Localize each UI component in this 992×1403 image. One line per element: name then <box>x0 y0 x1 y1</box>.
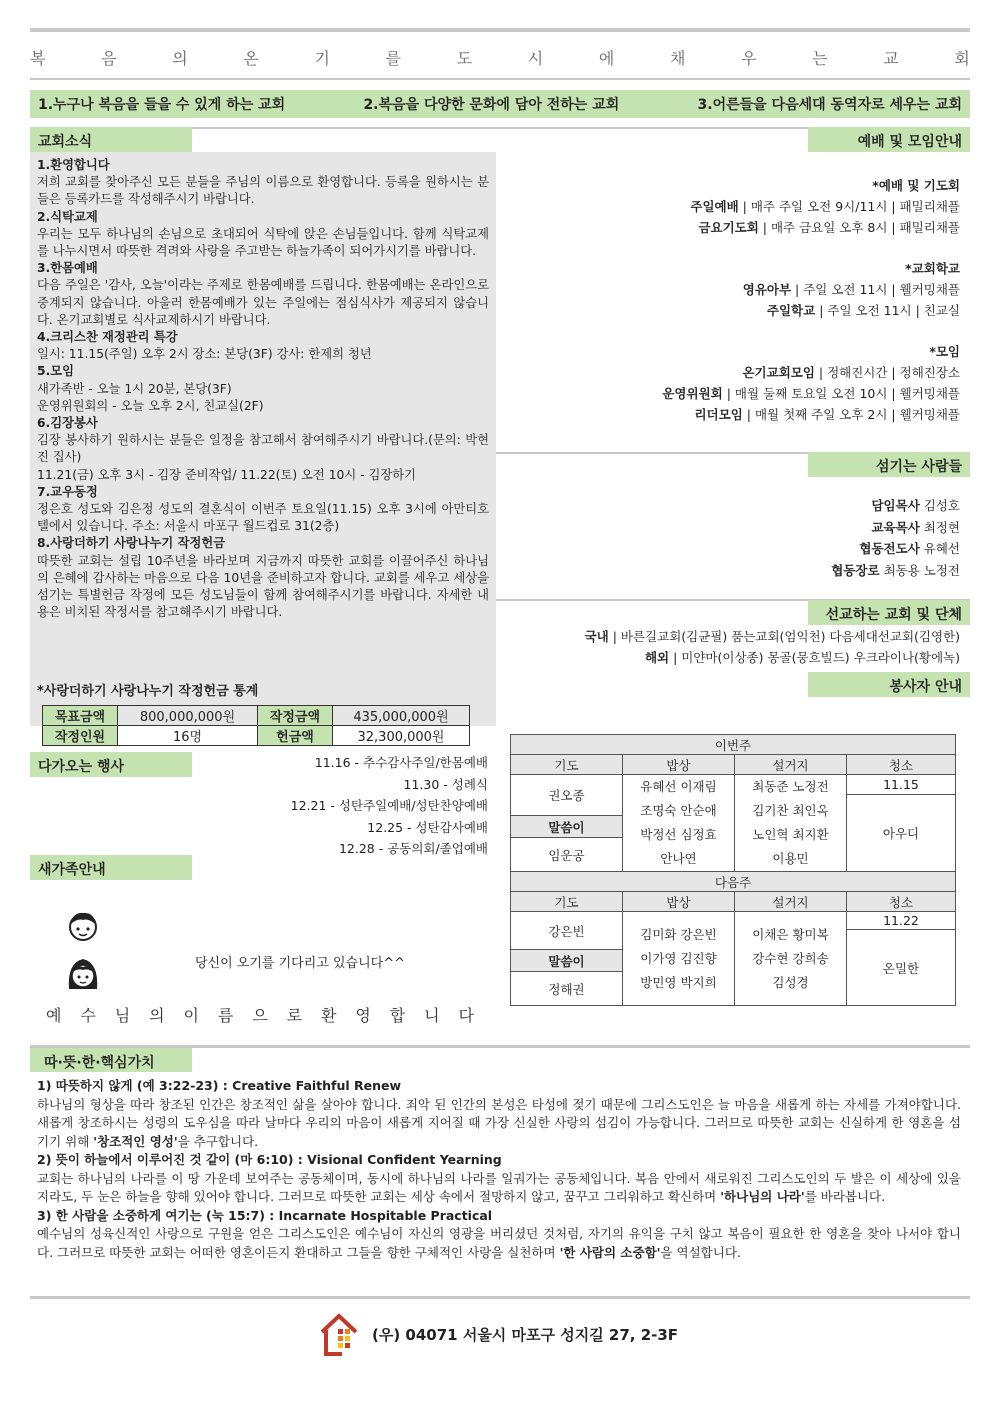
motto-char: 를 <box>385 49 402 68</box>
nw-meal <box>623 912 735 1006</box>
dish-name: 이용민 <box>772 851 809 866</box>
worship-info: | 매월 첫째 주일 오후 2시 | 웰커밍채플 <box>742 407 960 422</box>
value-text: 교회는 하나님의 나라를 이 땅 가운데 보여주는 공동체이며, 동시에 하나님의 나라를 일궈가는 공동체입니다. 복음 안에서 새로워진 그리스도인의 두 발은 이 세상에 있을 지라도, 두 눈은 하늘을 향해 있어야 합니다. 그러므로 따뜻한 교회는 세상 속에서 절망하지 않고, 꿈꾸고 그리워하고 확신하며 <box>37 1170 961 1204</box>
news-item-body: 김장 봉사하기 원하시는 분들은 일정을 참고해서 참여해주시기 바랍니다.(문의: 박현진 집사) <box>37 433 489 465</box>
tw-word: 임운공 <box>511 838 623 872</box>
worship-info: | 매주 금요일 오후 8시 | 패밀리채플 <box>758 220 960 235</box>
servants-heading: 섬기는 사람들 <box>808 452 970 477</box>
top-rule <box>30 28 970 32</box>
news-item-body: 11.21(금) 오후 3시 - 김장 준비작업/ 11.22(토) 오전 10시 - 김장하기 <box>37 467 416 482</box>
people-value: 16명 <box>118 726 258 746</box>
vision-banner <box>30 90 970 118</box>
welcome-char: 합 <box>389 1006 406 1025</box>
worship-row <box>520 217 960 238</box>
worship-group-title: *예배 및 기도회 <box>872 178 960 193</box>
value-title: 2) 뜻이 하늘에서 이루어진 것 같이 (마 6:10) : Visional Confident Yearning <box>37 1152 502 1167</box>
event-item: 12.21 - 성탄주일예배/성탄찬양예배 <box>290 798 488 813</box>
value-tail: 을 추구합니다. <box>177 1133 259 1149</box>
motto-char: 도 <box>456 49 473 68</box>
worship-name: 운영위원회 <box>662 386 723 401</box>
dish-name: 이채은 황미복 <box>752 926 829 942</box>
meal-name: 방민영 박지희 <box>640 974 717 990</box>
welcome-char: 다 <box>458 1006 474 1025</box>
values-list <box>37 1077 961 1262</box>
col-clean: 청소 <box>847 755 956 775</box>
news-item-title: 5.모임 <box>37 364 74 379</box>
dish-name: 노인혁 최지환 <box>752 827 829 842</box>
value-emphasis: '하나님의 나라' <box>720 1189 805 1204</box>
dish-name: 김성경 <box>772 974 809 990</box>
worship-row <box>520 279 960 300</box>
motto-char: 기 <box>314 49 330 68</box>
welcome-char: 영 <box>355 1006 371 1025</box>
man-icon <box>65 908 101 948</box>
col-prayer-2: 기도 <box>511 892 623 912</box>
newfamily-heading: 새가족안내 <box>30 855 192 880</box>
mission-label: 해외 <box>644 650 670 665</box>
nw-word-label: 말씀이 <box>511 950 623 972</box>
next-week-label: 다음주 <box>511 872 956 892</box>
worship-info: | 매월 둘째 토요일 오전 10시 | 웰커밍채플 <box>722 386 960 401</box>
tw-word-label: 말씀이 <box>511 816 623 838</box>
news-item-title: 8.사랑더하기 사랑나누기 작정헌금 <box>37 536 226 551</box>
welcome-char: 으 <box>252 1006 268 1025</box>
values-heading: 따·뜻·한·핵심가치 <box>30 1048 192 1072</box>
meal-name: 안나연 <box>660 851 697 866</box>
events-list <box>196 752 488 860</box>
value-body <box>37 1225 961 1262</box>
meal-name: 조명숙 안순애 <box>640 803 717 818</box>
welcome-char: 이 <box>183 1006 199 1025</box>
goal-label: 목표금액 <box>43 706 118 726</box>
meal-name: 김미화 강은빈 <box>640 926 717 942</box>
motto-char: 회 <box>954 49 970 68</box>
servant-role: 협동전도사 <box>859 541 920 556</box>
vision-1: 1.누구나 복음을 들을 수 있게 하는 교회 <box>38 97 286 113</box>
motto-char: 의 <box>172 49 188 68</box>
worship-info: | 정해진시간 | 정해진장소 <box>814 365 960 380</box>
volunteers-heading: 봉사자 안내 <box>808 672 970 697</box>
value-emphasis: '한 사람의 소중함' <box>559 1244 661 1260</box>
worship-row <box>520 362 960 383</box>
value-title: 3) 한 사람을 소중하게 여기는 (눅 15:7) : Incarnate Hospitable Practical <box>37 1207 493 1223</box>
col-clean-2: 청소 <box>847 892 956 912</box>
news-item-body: 정은호 성도와 김은정 성도의 결혼식이 이번주 토요일(11.15) 오후 3시에 아만티호텔에서 있습니다. 주소: 서울시 마포구 월드컵로 31(2층) <box>37 502 489 534</box>
pledged-value: 435,000,000원 <box>333 706 470 726</box>
motto-char: 에 <box>598 49 615 68</box>
meal-name: 이가영 김진향 <box>640 950 717 966</box>
church-address: (우) 04071 서울시 마포구 성지길 27, 2-3F <box>372 1326 679 1344</box>
servant-name: 김성호 <box>919 498 960 513</box>
woman-icon <box>63 955 103 997</box>
event-item: 11.30 - 성례식 <box>403 776 488 792</box>
worship-name: 금요기도회 <box>698 220 759 235</box>
pledge-table <box>42 705 470 746</box>
nw-clean: 온밀한 <box>847 930 956 1006</box>
worship-row <box>520 196 960 217</box>
worship-row <box>520 383 960 404</box>
motto <box>30 46 970 69</box>
welcome-char: 니 <box>424 1006 440 1025</box>
servant-row <box>660 495 960 517</box>
worship-group-title: *교회학교 <box>905 261 960 276</box>
value-text: 하나님의 형상을 따라 창조된 인간은 창조적인 삶을 살아야 합니다. 죄악 된 인간의 본성은 타성에 젖기 때문에 그리스도인은 늘 마음을 새롭게 하는 자세를 가져야합니다. 새롭게 창조하시는 성령의 도우심을 따라 날마다 우리의 마음이 새롭게 지어질 때 가장 신실한 사랑의 섬김이 가능합니다. 그러므로 따뜻한 교회는 신실하게 한 영혼을 섬기기 위해 <box>37 1096 961 1149</box>
nw-dish <box>735 912 847 1006</box>
servants-list <box>660 495 960 581</box>
servant-name: 유혜선 <box>919 541 960 556</box>
nw-clean-date: 11.22 <box>847 912 956 930</box>
news-item-title: 6.김장봉사 <box>37 416 98 431</box>
dish-name: 김기찬 최인옥 <box>752 803 829 818</box>
missions-heading: 선교하는 교회 및 단체 <box>808 600 970 625</box>
col-dish-2: 설거지 <box>735 892 847 912</box>
meal-name: 유혜선 이재림 <box>640 779 717 794</box>
mission-text: | 미얀마(이상종) 몽골(뭉흐빌드) 우크라이나(황에녹) <box>669 650 960 665</box>
servant-role: 협동장로 <box>831 562 880 578</box>
vision-2: 2.복음을 다양한 문화에 담아 전하는 교회 <box>363 97 620 113</box>
value-title: 1) 따뜻하지 않게 (예 3:22-23) : Creative Faithful Renew <box>37 1078 402 1093</box>
servant-role: 담임목사 <box>871 498 920 513</box>
vision-3: 3.어른들을 다음세대 동역자로 세우는 교회 <box>697 97 962 113</box>
mission-row <box>520 647 960 668</box>
news-item-title: 1.환영합니다 <box>37 158 110 172</box>
newfamily-message: 당신이 오기를 기다리고 있습니다^^ <box>195 956 405 971</box>
church-logo-icon <box>318 1312 360 1362</box>
servant-row <box>660 538 960 560</box>
news-item-title: 2.식탁교제 <box>37 209 98 224</box>
motto-rule <box>30 78 970 80</box>
col-meal-2: 밥상 <box>623 892 735 912</box>
news-item-body: 새가족반 - 오늘 1시 20분, 본당(3F) <box>37 381 232 396</box>
mission-text: | 바른길교회(김균필) 품는교회(엄익천) 다음세대선교회(김영한) <box>608 629 960 644</box>
given-value: 32,300,000원 <box>333 726 470 746</box>
news-item-title: 3.한몸예배 <box>37 261 98 276</box>
motto-char: 교 <box>883 49 899 68</box>
servant-role: 교육목사 <box>871 519 920 535</box>
welcome-char: 님 <box>114 1006 131 1025</box>
event-item: 12.28 - 공동의회/졸업예배 <box>338 841 488 856</box>
volunteer-table <box>510 734 956 1006</box>
goal-value: 800,000,000원 <box>118 706 258 726</box>
welcome-char: 름 <box>217 1006 234 1025</box>
news-list <box>37 157 489 621</box>
value-text: 예수님의 성육신적인 사랑으로 구원을 얻은 그리스도인은 예수님이 자신의 영광을 버리셨던 것처럼, 자기의 유익을 구치 않고 복음이 필요한 한 영혼을 찾아 나서야 합니다. 그러므로 따뜻한 교회는 어떠한 영혼이든지 환대하고 그들을 향한 구체적인 사랑을 실천하며 <box>37 1226 961 1260</box>
given-label: 헌금액 <box>258 726 333 746</box>
pledged-label: 작정금액 <box>258 706 333 726</box>
news-item-title: 7.교우동정 <box>37 484 98 499</box>
col-meal: 밥상 <box>623 755 735 775</box>
people-label: 작정인원 <box>43 726 118 746</box>
nw-word: 정해권 <box>511 972 623 1006</box>
news-item-title: 4.크리스찬 재정관리 특강 <box>37 330 178 345</box>
event-item: 11.16 - 추수감사주일/한몸예배 <box>314 755 488 770</box>
news-item-body: 일시: 11.15(주일) 오후 2시 장소: 본당(3F) 강사: 한제희 청년 <box>37 347 372 362</box>
servant-name: 최정현 <box>919 519 960 535</box>
dish-name: 최동준 노정전 <box>752 779 829 794</box>
welcome-char: 수 <box>80 1006 96 1025</box>
value-body <box>37 1096 961 1152</box>
pledge-title: *사랑더하기 사랑나누기 작정헌금 통계 <box>37 684 259 699</box>
worship-name: 온기교회모임 <box>742 365 815 380</box>
servant-row <box>660 560 960 582</box>
news-item-body: 따뜻한 교회는 설립 10주년을 바라보며 지금까지 따뜻한 교회를 이끌어주신 하나님의 은혜에 감사하는 마음으로 다음 10년을 준비하고자 합니다. 교회를 세우고 세상을 섬기는 특별헌금 작정에 모든 성도님들이 함께 참여해주시기를 바랍니다. 자세한 내용은 비치된 작정서를 참고해주시기 바랍니다. <box>37 553 489 620</box>
motto-char: 음 <box>101 49 117 68</box>
tw-meal <box>623 775 735 872</box>
motto-char: 는 <box>812 49 828 68</box>
tw-clean-date: 11.15 <box>847 775 956 795</box>
worship-info: | 주일 오전 11시 | 친교실 <box>815 303 960 318</box>
tw-clean: 아우디 <box>847 795 956 872</box>
value-body <box>37 1170 961 1207</box>
welcome-char: 로 <box>286 1006 303 1025</box>
value-emphasis: '창조적인 영성' <box>93 1133 178 1149</box>
welcome-char: 예 <box>46 1006 62 1025</box>
motto-char: 시 <box>527 49 544 68</box>
worship-row <box>520 300 960 321</box>
worship-group-title: *모임 <box>929 344 960 359</box>
worship-name: 주일학교 <box>766 303 816 318</box>
welcome-char: 환 <box>321 1006 337 1025</box>
motto-char: 복 <box>30 49 46 68</box>
nw-prayer: 강은빈 <box>511 912 623 950</box>
col-prayer: 기도 <box>511 755 623 775</box>
event-item: 12.25 - 성탄감사예배 <box>367 819 488 835</box>
servant-name: 최동용 노정전 <box>879 562 960 578</box>
missions-list <box>520 626 960 668</box>
tw-prayer: 권오종 <box>511 775 623 816</box>
news-item-body: 우리는 모두 하나님의 손님으로 초대되어 식탁에 앉은 손님들입니다. 함께 식탁교제를 나누시면서 따뜻한 격려와 사랑을 주고받는 하늘가족이 되어가시기를 바랍니다. <box>37 226 489 259</box>
worship-name: 주일예배 <box>690 199 739 214</box>
dish-name: 강수현 강희송 <box>752 950 829 966</box>
mission-label: 국내 <box>584 629 609 644</box>
worship-name: 리더모임 <box>694 407 743 422</box>
news-item-body: 운영위원회의 - 오늘 오후 2시, 친교실(2F) <box>37 398 264 413</box>
worship-name: 영유아부 <box>742 282 792 297</box>
motto-char: 온 <box>243 49 259 68</box>
value-tail: 를 바라봅니다. <box>804 1189 886 1204</box>
worship-heading: 예배 및 모임안내 <box>808 127 970 152</box>
news-item-body: 다음 주일은 '감사, 오늘'이라는 주제로 한몸예배를 드립니다. 한몸예배는 온라인으로 중계되지 않습니다. 아울러 한몸예배가 있는 주일에는 점심식사가 제공되지 않습니다. 온기교회별로 식사교제하시기 바랍니다. <box>37 278 489 327</box>
bottom-rule <box>30 1296 970 1299</box>
events-heading: 다가오는 행사 <box>30 752 192 777</box>
news-item-body: 저희 교회를 찾아주신 모든 분들을 주님의 이름으로 환영합니다. 등록을 원하시는 분들은 등록카드를 작성해주시기 바랍니다. <box>37 175 489 207</box>
worship-info: | 주일 오전 11시 | 웰커밍채플 <box>791 282 960 297</box>
welcome-char: 의 <box>149 1006 165 1025</box>
col-dish: 설거지 <box>735 755 847 775</box>
mission-row <box>520 626 960 647</box>
news-heading: 교회소식 <box>30 127 192 152</box>
worship-list <box>520 175 960 425</box>
worship-row <box>520 404 960 425</box>
welcome-line <box>46 1003 474 1026</box>
meal-name: 박정선 심정효 <box>640 827 717 842</box>
value-tail: 을 역설합니다. <box>660 1244 741 1260</box>
worship-info: | 매주 주일 오전 9시/11시 | 패밀리채플 <box>738 199 960 214</box>
this-week-label: 이번주 <box>511 735 956 755</box>
servant-row <box>660 517 960 539</box>
motto-char: 우 <box>741 49 757 68</box>
motto-char: 채 <box>669 49 686 68</box>
tw-dish <box>735 775 847 872</box>
